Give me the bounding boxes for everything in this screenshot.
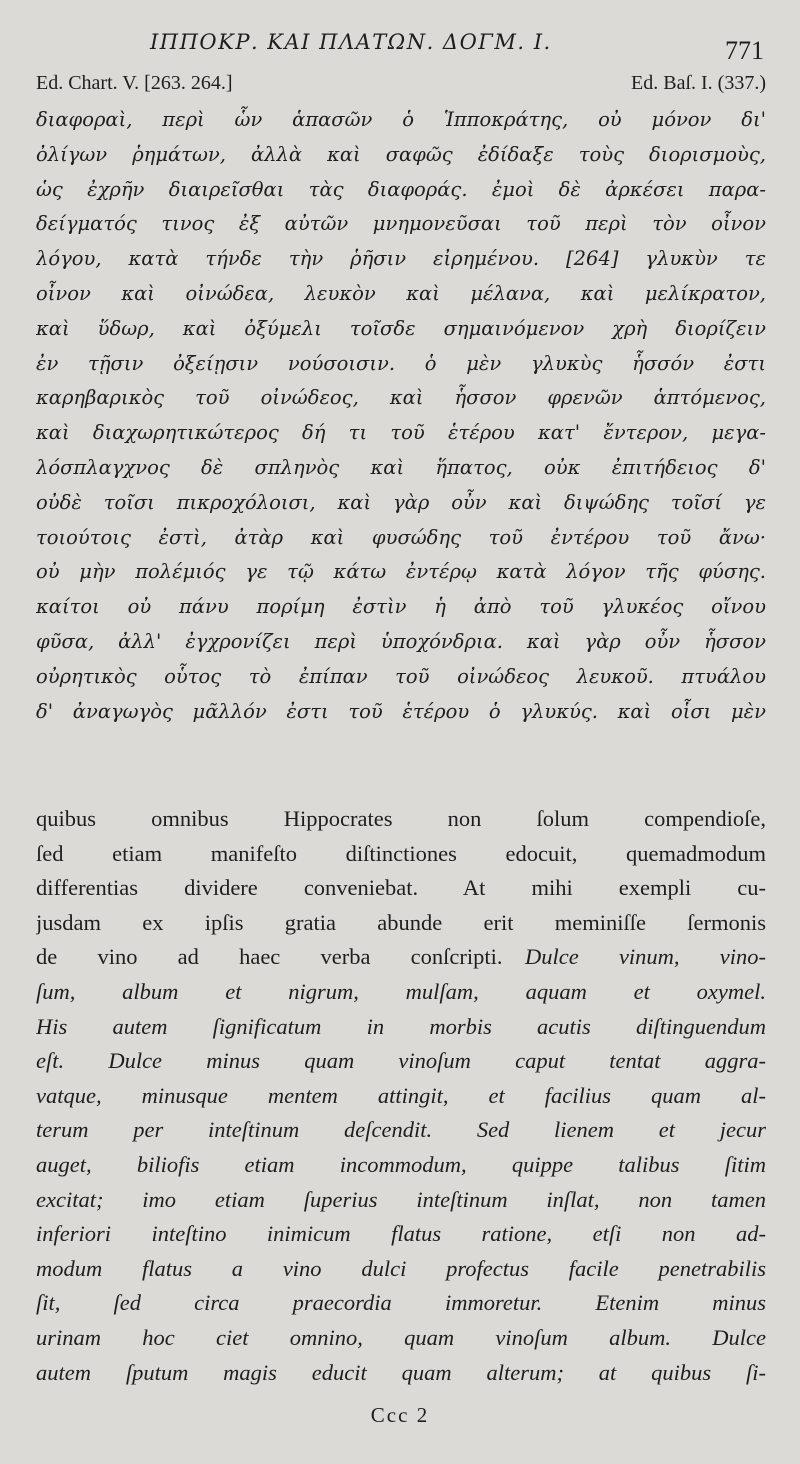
latin-line-roman-part: de vino ad haec verba conſcripti.	[36, 944, 503, 970]
greek-line: καὶ διαχωρητικώτερος δή τι τοῦ ἑτέρου κατ' ἔντερον, μεγα-	[36, 421, 766, 445]
latin-line: differentias dividere conveniebat. At mihi exempli cu-	[36, 875, 766, 901]
greek-line: ὡς ἐχρῆν διαιρεῖσθαι τὰς διαφοράς. ἐμοὶ δὲ ἀρκέσει παρα-	[36, 177, 766, 201]
greek-line: καρηβαρικὸς τοῦ οἰνώδεος, καὶ ἧσσον φρενῶν ἁπτόμενος,	[36, 386, 766, 410]
greek-line: οὐδὲ τοῖσι πικροχόλοισι, καὶ γὰρ οὖν καὶ διψώδης τοῖσί γε	[36, 490, 766, 514]
latin-line	[36, 940, 766, 975]
greek-text	[36, 103, 766, 729]
edition-chartier-reference: Ed. Chart. V. [263. 264.]	[36, 72, 233, 94]
greek-line: οἶνον καὶ οἰνώδεα, λευκὸν καὶ μέλανα, καὶ μελίκρατον,	[36, 281, 766, 305]
latin-line: ſit, ſed circa praecordia immoretur. Etenim minus	[36, 1290, 766, 1316]
greek-line: λόγου, κατὰ τήνδε τὴν ῥῆσιν εἰρημένου. [264] γλυκὺν τε	[36, 247, 766, 271]
latin-line: jusdam ex ipſis gratia abunde erit meminiſſe ſermonis	[36, 909, 766, 935]
latin-line: urinam hoc ciet omnino, quam vinoſum album. Dulce	[36, 1324, 766, 1350]
printer-signature-mark: Ccc 2	[370, 1403, 430, 1427]
greek-line: καὶ ὕδωρ, καὶ ὀξύμελι τοῖσδε σημαινόμενον χρὴ διορίζειν	[36, 316, 766, 340]
greek-line: ὀλίγων ῥημάτων, ἀλλὰ καὶ σαφῶς ἐδίδαξε τοὺς διορισμοὺς,	[36, 142, 766, 166]
greek-line: καίτοι οὐ πάνυ πορίμη ἐστὶν ἡ ἀπὸ τοῦ γλυκέος οἴνου	[36, 595, 766, 619]
greek-line: οὐρητικὸς οὗτος τὸ ἐπίπαν τοῦ οἰνώδεος λευκοῦ. πτυάλου	[36, 664, 766, 688]
greek-line: ἐν τῇσιν ὀξείῃσιν νούσοισιν. ὁ μὲν γλυκὺς ἧσσόν ἐστι	[36, 351, 766, 375]
latin-line: ſum, album et nigrum, mulſam, aquam et oxymel.	[36, 978, 766, 1004]
latin-line: inferiori inteſtino inimicum flatus ratione, etſi non ad-	[36, 1221, 766, 1247]
latin-line: auget, biliofis etiam incommodum, quippe talibus ſitim	[36, 1151, 766, 1177]
greek-line: διαφοραὶ, περὶ ὧν ἁπασῶν ὁ Ἱπποκράτης, οὐ μόνον δι'	[36, 108, 766, 131]
page-number: 771	[725, 36, 764, 65]
greek-line: οὐ μὴν πολέμιός γε τῷ κάτω ἐντέρῳ κατὰ λόγον τῆς φύσης.	[36, 560, 766, 584]
greek-line: δείγματός τινος ἐξ αὐτῶν μνημονεῦσαι τοῦ περὶ τὸν οἶνον	[36, 212, 766, 236]
running-head	[0, 26, 800, 65]
latin-line: autem ſputum magis educit quam alterum; at quibus ſi-	[36, 1359, 766, 1385]
latin-line: His autem ſignificatum in morbis acutis diſtinguendum	[36, 1013, 766, 1039]
latin-line: excitat; imo etiam ſuperius inteſtinum inſlat, non tamen	[36, 1186, 766, 1212]
greek-line: δ' ἀναγωγὸς μᾶλλόν ἐστι τοῦ ἑτέρου ὁ γλυκύς. καὶ οἷσι μὲν	[36, 699, 766, 723]
latin-line: eſt. Dulce minus quam vinoſum caput tentat aggra-	[36, 1048, 766, 1074]
latin-line: modum flatus a vino dulci profectus facile penetrabilis	[36, 1255, 766, 1281]
latin-translation	[36, 802, 766, 1390]
greek-line: τοιούτοις ἐστὶ, ἀτὰρ καὶ φυσώδης τοῦ ἐντέρου τοῦ ἄνω·	[36, 525, 766, 549]
greek-line: λόσπλαγχνος δὲ σπληνὸς καὶ ἥπατος, οὐκ ἐπιτήδειος δ'	[36, 455, 766, 479]
edition-references	[36, 72, 766, 100]
latin-line: vatque, minusque mentem attingit, et facilius quam al-	[36, 1082, 766, 1108]
latin-line: quibus omnibus Hippocrates non ſolum compendioſe,	[36, 806, 766, 831]
greek-line: φῦσα, ἀλλ' ἐγχρονίζει περὶ ὑποχόνδρια. καὶ γὰρ οὖν ἧσσον	[36, 629, 766, 653]
latin-line: ſed etiam manifeſto diſtinctiones edocuit, quemadmodum	[36, 840, 766, 866]
edition-basel-reference: Ed. Baſ. I. (337.)	[631, 72, 766, 94]
running-title: ΙΠΠΟΚΡ. ΚΑΙ ΠΛΑΤΩΝ. ΔΟΓΜ. Ι.	[150, 30, 552, 54]
latin-line: terum per inteſtinum deſcendit. Sed lienem et jecur	[36, 1117, 766, 1143]
latin-line-italic-part: Dulce vinum, vino-	[525, 944, 766, 970]
